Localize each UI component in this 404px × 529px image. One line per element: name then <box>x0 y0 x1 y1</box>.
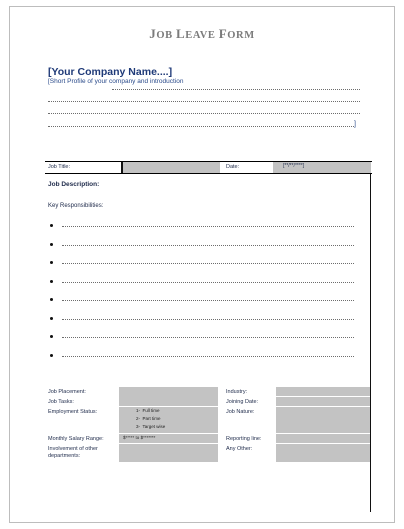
responsibility-line-5[interactable] <box>62 300 354 301</box>
bullet-3 <box>50 261 53 264</box>
bullet-2 <box>50 243 53 246</box>
responsibility-line-8[interactable] <box>62 356 354 357</box>
profile-line-2 <box>48 101 360 102</box>
job-placement-label: Job Placement: <box>48 389 86 395</box>
job-title-field[interactable] <box>121 162 220 173</box>
profile-close-bracket: ] <box>354 121 356 128</box>
involvement-label: Involvement of other departments: <box>48 446 98 459</box>
responsibility-line-1[interactable] <box>62 226 354 227</box>
employment-status-label: Employment Status: <box>48 409 98 415</box>
bullet-8 <box>50 354 53 357</box>
left-rule <box>121 162 123 173</box>
job-description-heading: Job Description: <box>48 181 100 188</box>
key-responsibilities-heading: Key Responsibilities: <box>48 203 104 209</box>
job-tasks-label: Job Tasks: <box>48 399 74 405</box>
industry-label: Industry: <box>226 389 248 395</box>
job-nature-field[interactable] <box>276 407 370 433</box>
monthly-salary-label: Monthly Salary Range: <box>48 436 104 442</box>
profile-line-1 <box>112 89 360 90</box>
responsibility-line-6[interactable] <box>62 319 354 320</box>
bullet-5 <box>50 298 53 301</box>
industry-field[interactable] <box>276 387 370 396</box>
salary-range-value: $***** to $******* <box>123 435 156 440</box>
date-label: Date: <box>226 164 240 170</box>
any-other-label: Any Other: <box>226 446 253 452</box>
responsibility-line-7[interactable] <box>62 337 354 338</box>
form-title: JOB LEAVE FORM <box>149 26 255 41</box>
placement-tasks-field[interactable] <box>119 387 218 406</box>
responsibility-line-3[interactable] <box>62 263 354 264</box>
right-rule <box>370 174 371 512</box>
company-profile: [Short Profile of your company and introduction <box>48 78 184 85</box>
job-title-label: Job Title: <box>48 164 71 170</box>
bullet-4 <box>50 280 53 283</box>
date-value: [**/**/****] <box>283 163 305 169</box>
joining-date-field[interactable] <box>276 397 370 406</box>
status-option-3: 3- Target wise <box>136 424 166 429</box>
profile-line-4 <box>48 126 354 127</box>
profile-line-3 <box>48 113 360 114</box>
reporting-line-field[interactable] <box>276 434 370 443</box>
any-other-field[interactable] <box>276 444 370 462</box>
reporting-line-label: Reporting line: <box>226 436 262 442</box>
joining-date-label: Joining Date: <box>226 399 259 405</box>
company-name: [Your Company Name....] <box>48 66 173 78</box>
job-nature-label: Job Nature: <box>226 409 255 415</box>
employment-status-field[interactable] <box>119 407 218 433</box>
bullet-1 <box>50 224 53 227</box>
status-option-2: 2- Part time <box>136 416 161 421</box>
bullet-6 <box>50 317 53 320</box>
bullet-7 <box>50 335 53 338</box>
status-option-1: 1- Full time <box>136 408 160 413</box>
responsibility-line-4[interactable] <box>62 282 354 283</box>
involvement-field[interactable] <box>119 444 218 462</box>
responsibility-line-2[interactable] <box>62 245 354 246</box>
